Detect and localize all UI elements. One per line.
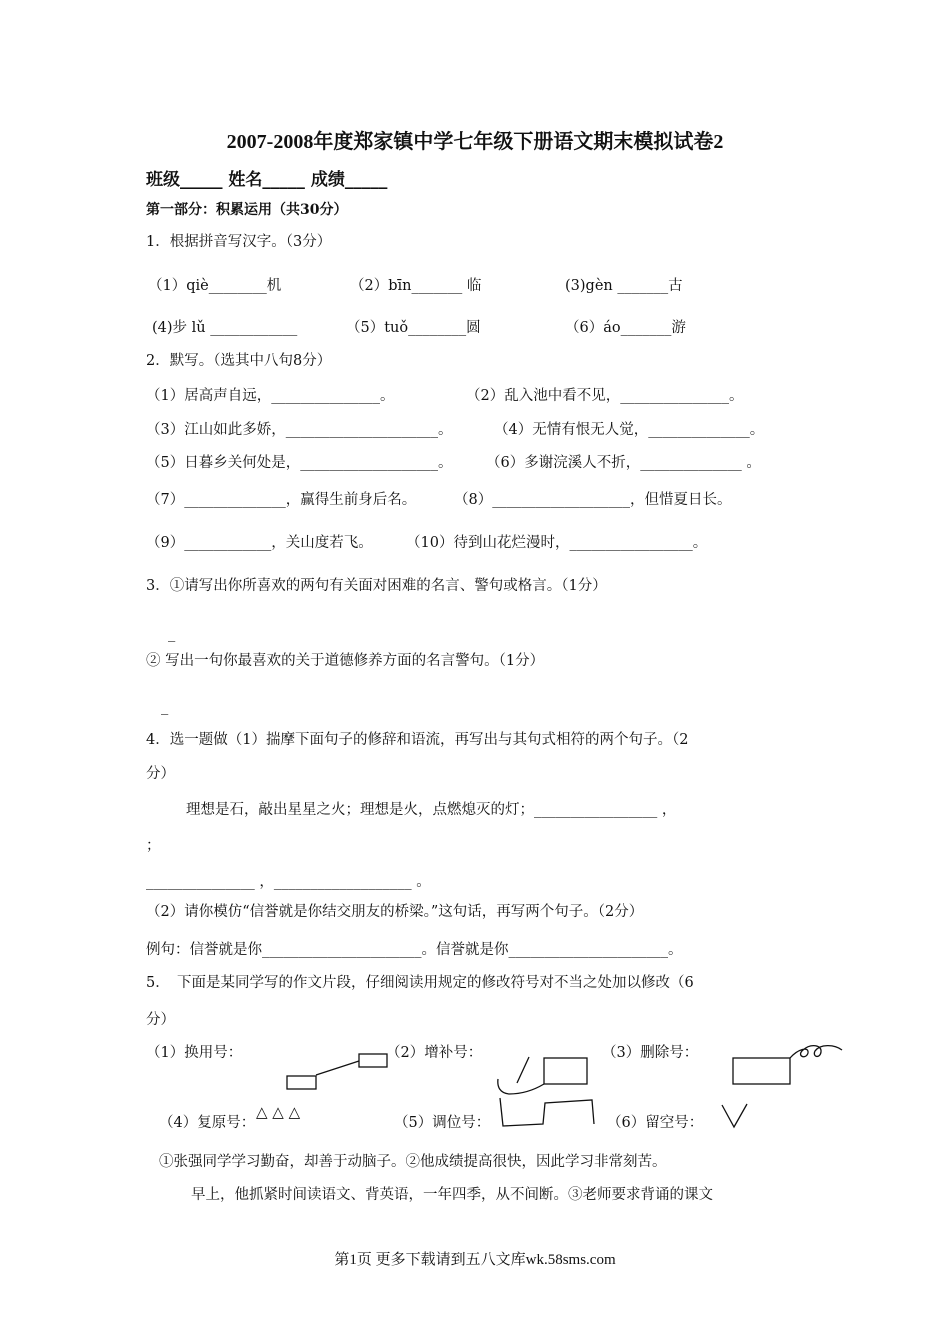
symbol-restore-label: （4）复原号： [159, 1115, 256, 1131]
q1-item-1: （1）qiè________机 [148, 278, 282, 294]
q4-sub2-example: 例句：信誉就是你______________________。信誉就是你______________________。 [146, 942, 683, 958]
q1-item-6: （6）áo_______游 [565, 320, 686, 336]
student-info-header: 班级_____ 姓名_____ 成绩_____ [146, 170, 388, 190]
q2-line-3: （3）江山如此多娇，_____________________。 [146, 422, 453, 438]
q2-line-5: （5）日暮乡关何处是，___________________。 [146, 455, 453, 471]
q4-prompt: 4．选一题做（1）揣摩下面句子的修辞和语流，再写出与其句式相符的两个句子。（2 [146, 732, 689, 748]
q2-line-9: （9）____________，关山度若飞。 [146, 535, 373, 551]
q1-item-3: (3)gèn _______古 [565, 278, 683, 294]
q1-item-5: （5）tuǒ________圆 [346, 320, 481, 336]
restore-triangles-icon: △ △ △ [256, 1103, 301, 1121]
q4-prompt-cont: 分） [146, 766, 175, 782]
q1-item-2: （2）bīn_______ 临 [350, 278, 482, 294]
delete-symbol-icon [733, 1046, 842, 1084]
symbol-insert-label: （2）增补号： [386, 1045, 483, 1061]
space-symbol-icon [722, 1104, 747, 1127]
q3-part2: ② 写出一句你最喜欢的关于道德修养方面的名言警句。（1分） [146, 653, 545, 669]
part1-heading: 第一部分：积累运用（共30分） [146, 202, 348, 218]
q5-prompt: 5． 下面是某同学写的作文片段，仔细阅读用规定的修改符号对不当之处加以修改（6 [146, 975, 694, 991]
replace-symbol-icon [287, 1054, 387, 1089]
q4-answer-blanks: _______________ ，___________________ 。 [146, 874, 431, 890]
q1-item-4: (4)步 lǔ ____________ [152, 320, 298, 336]
passage-line-2: 早上，他抓紧时间读语文、背英语，一年四季，从不间断。③老师要求背诵的课文 [191, 1187, 713, 1203]
insert-symbol-icon [498, 1057, 587, 1094]
q4-semicolon: ； [146, 838, 161, 854]
q2-line-4: （4）无情有恨无人觉，______________。 [494, 422, 765, 438]
q2-line-8: （8）___________________，但惜夏日长。 [454, 492, 732, 508]
q2-line-10: （10）待到山花烂漫时，_________________。 [406, 535, 708, 551]
symbol-swap-label: （5）调位号： [394, 1115, 491, 1131]
q3-answer-line-2: _ [161, 699, 169, 715]
swap-symbol-icon [500, 1098, 594, 1126]
q2-line-2: （2）乱入池中看不见，_______________。 [466, 388, 744, 404]
page-footer: 第1页 更多下载请到五八文库wk.58sms.com [334, 1252, 616, 1268]
q3-answer-line-1: _ [168, 626, 176, 642]
q4-example-sentence: 理想是石，敲出星星之火；理想是火，点燃熄灭的灯；_________________ ， [186, 802, 677, 818]
passage-line-1: ①张强同学学习勤奋，却善于动脑子。②他成绩提高很快，因此学习非常刻苦。 [159, 1154, 667, 1170]
q4-sub2-prompt: （2）请你模仿“信誉就是你结交朋友的桥梁。”这句话，再写两个句子。（2分） [146, 904, 644, 920]
q2-line-6: （6）多谢浣溪人不折，______________ 。 [486, 455, 761, 471]
q2-prompt: 2．默写。（选其中八句8分） [146, 353, 332, 369]
page-title: 2007-2008年度郑家镇中学七年级下册语文期末模拟试卷2 [226, 131, 724, 153]
q2-line-1: （1）居高声自远，_______________。 [146, 388, 395, 404]
symbol-delete-label: （3）删除号： [602, 1045, 699, 1061]
symbol-space-label: （6）留空号： [607, 1115, 704, 1131]
symbol-replace-label: （1）换用号： [146, 1045, 243, 1061]
q1-prompt: 1．根据拼音写汉字。（3分） [146, 234, 332, 250]
q5-prompt-cont: 分） [146, 1012, 175, 1028]
q2-line-7: （7）______________，赢得生前身后名。 [146, 492, 417, 508]
q3-part1: 3．①请写出你所喜欢的两句有关面对困难的名言、警句或格言。（1分） [146, 578, 607, 594]
